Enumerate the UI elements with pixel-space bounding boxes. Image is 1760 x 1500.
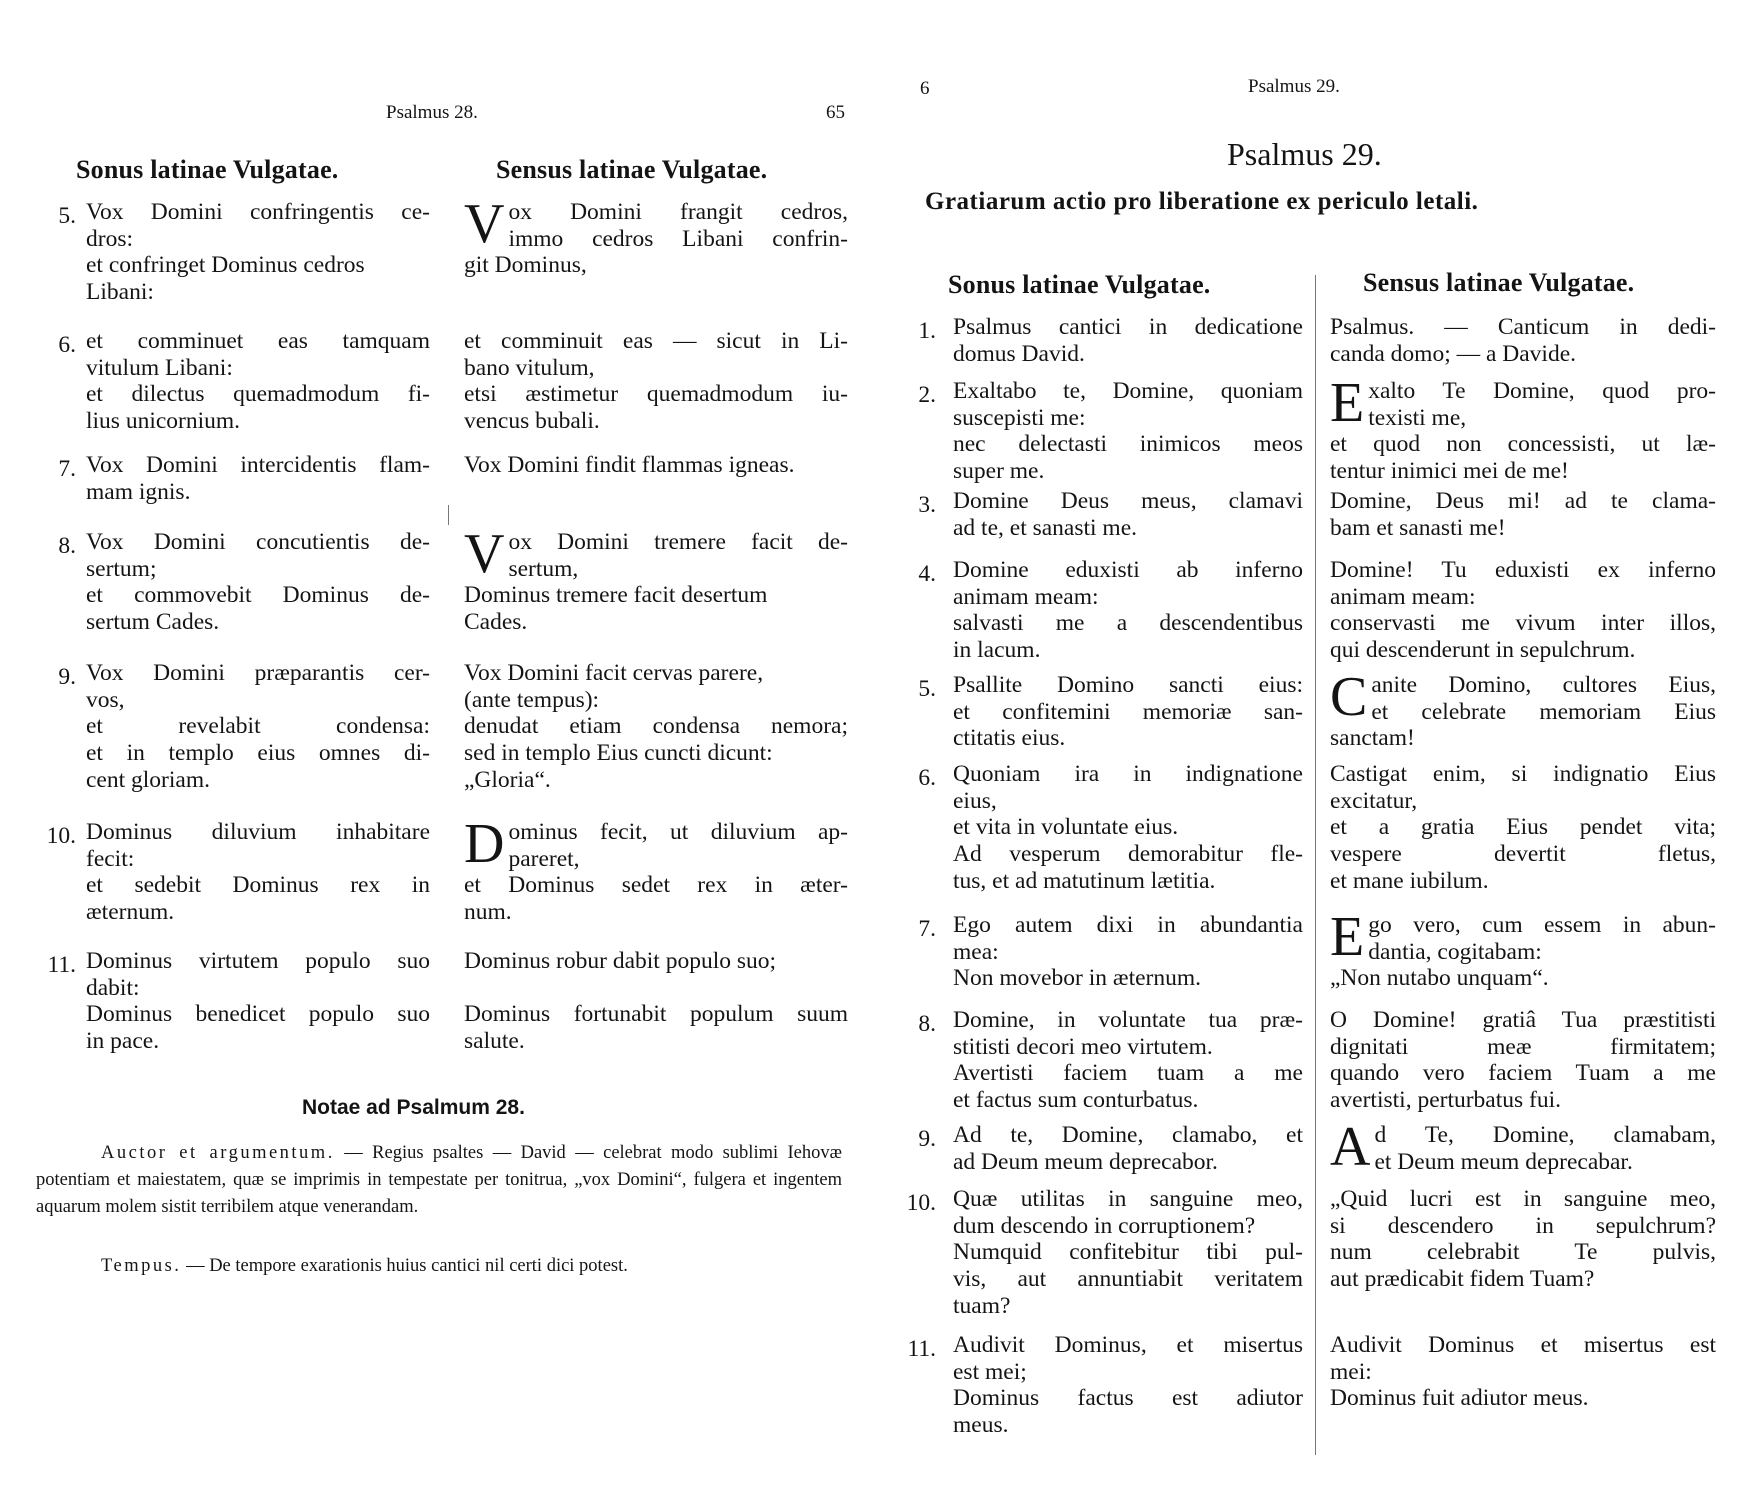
verse-line: vis, aut annuntiabit veritatem bbox=[953, 1266, 1303, 1293]
sonus-text bbox=[86, 948, 430, 1055]
column-divider bbox=[1315, 275, 1316, 1455]
verse-line: suscepisti me: bbox=[953, 404, 1086, 431]
sensus-text bbox=[1330, 1186, 1716, 1293]
verse-line: sanctam! bbox=[1330, 725, 1415, 752]
sonus-text bbox=[86, 199, 430, 306]
verse-line: et confitemini memoriæ san- bbox=[953, 698, 1303, 725]
verse-line: et Deum meum deprecabar. bbox=[1374, 1148, 1633, 1175]
verse-line: Ego autem dixi in abundantia bbox=[953, 912, 1303, 938]
verse-line: Avertisti faciem tuam a me bbox=[953, 1060, 1303, 1087]
verse-line: mea: bbox=[953, 938, 999, 965]
verse-number: 9. bbox=[918, 1126, 936, 1152]
verse-line: et in templo eius omnes di- bbox=[86, 740, 430, 767]
verse-line: tentur inimici mei de me! bbox=[1330, 458, 1569, 485]
sensus-text bbox=[464, 452, 848, 479]
sonus-text bbox=[86, 452, 430, 505]
verse-line: ox Domini frangit cedros, bbox=[508, 199, 848, 225]
verse-line: meus. bbox=[953, 1412, 1009, 1439]
column-heading-sensus: Sensus latinae Vulgatae. bbox=[1363, 268, 1635, 297]
verse-line: et dilectus quemadmodum fi- bbox=[86, 381, 430, 408]
verse-line: Vox Domini facit cervas parere, bbox=[464, 660, 764, 686]
verse-line: vespere devertit fletus, bbox=[1330, 841, 1716, 868]
verse-line: et confringet Dominus cedros bbox=[86, 252, 365, 279]
verse-line: Domine, Deus mi! ad te clama- bbox=[1330, 488, 1716, 514]
sonus-text bbox=[953, 378, 1303, 485]
verse-number: 10. bbox=[906, 1190, 936, 1216]
verse-line: Ad te, Domine, clamabo, et bbox=[953, 1122, 1303, 1148]
verse-line: et a gratia Eius pendet vita; bbox=[1330, 814, 1716, 841]
verse-line: Audivit Dominus et misertus est bbox=[1330, 1332, 1716, 1358]
verse-line: Exaltabo te, Domine, quoniam bbox=[953, 378, 1303, 404]
verse-line: Dominus virtutem populo suo bbox=[86, 948, 430, 974]
verse-line: Domine, in voluntate tua præ- bbox=[953, 1007, 1303, 1033]
verse-line: animam meam: bbox=[953, 583, 1099, 610]
verse-number: 10. bbox=[46, 823, 76, 849]
verse-line: stitisti decori meo virtutem. bbox=[953, 1033, 1213, 1060]
verse-line: et quod non concessisti, ut læ- bbox=[1330, 431, 1716, 458]
sensus-text bbox=[1330, 488, 1716, 541]
verse-line bbox=[464, 975, 848, 1002]
verse-line: et commovebit Dominus de- bbox=[86, 582, 430, 609]
verse-line: sertum, bbox=[508, 555, 579, 582]
verse-line: Psalmus. — Canticum in dedi- bbox=[1330, 314, 1716, 340]
sensus-text bbox=[464, 813, 848, 926]
verse-line: lius unicornium. bbox=[86, 408, 241, 435]
verse-line: Vox Domini confringentis ce- bbox=[86, 199, 430, 225]
verse-line: ominus fecit, ut diluvium ap- bbox=[508, 819, 848, 845]
page-number: 65 bbox=[826, 102, 845, 123]
verse-line: vencus bubali. bbox=[464, 408, 600, 435]
verse-line: dantia, cogitabam: bbox=[1368, 938, 1542, 965]
sensus-text bbox=[1330, 557, 1716, 664]
verse-line: git Dominus, bbox=[464, 252, 587, 279]
sonus-text bbox=[86, 529, 430, 636]
drop-cap-initial: D bbox=[464, 813, 505, 875]
verse-line: et mane iubilum. bbox=[1330, 867, 1489, 894]
verse-number: 11. bbox=[907, 1336, 936, 1362]
verse-line: Numquid confitebitur tibi pul- bbox=[953, 1239, 1303, 1266]
verse-line: quando vero faciem Tuam a me bbox=[1330, 1060, 1716, 1087]
sensus-text bbox=[1330, 1332, 1716, 1412]
verse-line: texisti me, bbox=[1368, 404, 1467, 431]
sensus-text bbox=[464, 660, 848, 794]
verse-line: (ante tempus): bbox=[464, 686, 600, 713]
verse-line: Dominus tremere facit desertum bbox=[464, 582, 768, 609]
verse-line: est mei; bbox=[953, 1358, 1027, 1385]
verse-line: canda domo; — a Davide. bbox=[1330, 340, 1577, 367]
verse-line: dros: bbox=[86, 225, 133, 252]
verse-line: cent gloriam. bbox=[86, 766, 210, 793]
verse-number: 6. bbox=[918, 765, 936, 791]
sensus-text bbox=[1330, 372, 1716, 485]
verse-number: 1. bbox=[918, 318, 936, 344]
verse-line: et comminuet eas tamquam bbox=[86, 328, 430, 354]
verse-line: et vita in voluntate eius. bbox=[953, 814, 1179, 841]
sonus-text bbox=[953, 1332, 1303, 1439]
verse-line: Quoniam ira in indignatione bbox=[953, 761, 1303, 787]
column-heading-sensus: Sensus latinae Vulgatae. bbox=[496, 155, 768, 184]
verse-line: nec delectasti inimicos meos bbox=[953, 431, 1303, 458]
sensus-text bbox=[1330, 1116, 1716, 1178]
column-divider bbox=[448, 505, 449, 525]
verse-line: dignitati meæ firmitatem; bbox=[1330, 1033, 1716, 1060]
verse-line: ad te, et sanasti me. bbox=[953, 514, 1138, 541]
sonus-text bbox=[953, 488, 1303, 541]
verse-line: Cades. bbox=[464, 609, 528, 636]
sensus-text bbox=[464, 328, 848, 435]
notes-label: Auctor et argumentum. bbox=[101, 1143, 335, 1163]
verse-line: in pace. bbox=[86, 1028, 160, 1055]
verse-line: Quæ utilitas in sanguine meo, bbox=[953, 1186, 1303, 1212]
verse-line: vos, bbox=[86, 686, 125, 713]
verse-line: Non movebor in æternum. bbox=[953, 965, 1202, 992]
verse-line: ad Deum meum deprecabor. bbox=[953, 1148, 1218, 1175]
verse-number: 8. bbox=[58, 533, 76, 559]
verse-line: Psallite Domino sancti eius: bbox=[953, 672, 1303, 698]
verse-line: num. bbox=[464, 899, 512, 926]
sensus-text bbox=[464, 523, 848, 636]
verse-line: ox Domini tremere facit de- bbox=[508, 529, 848, 555]
verse-line: Domine Deus meus, clamavi bbox=[953, 488, 1303, 514]
drop-cap-initial: C bbox=[1330, 666, 1368, 728]
verse-line: vitulum Libani: bbox=[86, 354, 233, 381]
sonus-text bbox=[953, 912, 1303, 992]
sonus-text bbox=[86, 328, 430, 435]
verse-line: excitatur, bbox=[1330, 787, 1418, 814]
verse-line: animam meam: bbox=[1330, 583, 1476, 610]
verse-line: Domine eduxisti ab inferno bbox=[953, 557, 1303, 583]
notes-text: — Regius psaltes — David — celebrat modo sublimi Iehovæ potentiam et maiestatem, quæ se imprimis in tempestate per tonitrua, „vox Domini“, fulgera et ingentem aquarum molem sistit terribilem atque venerandam. bbox=[36, 1143, 842, 1217]
verse-line: salvasti me a descendentibus bbox=[953, 610, 1303, 637]
sonus-text bbox=[953, 1007, 1303, 1114]
sensus-text bbox=[1330, 906, 1716, 992]
sonus-text bbox=[953, 557, 1303, 664]
notes-paragraph bbox=[36, 1140, 842, 1221]
verse-line: aut prædicabit fidem Tuam? bbox=[1330, 1266, 1595, 1293]
verse-line: si descendero in sepulchrum? bbox=[1330, 1212, 1716, 1239]
drop-cap-initial: E bbox=[1330, 372, 1365, 434]
verse-number: 11. bbox=[47, 952, 76, 978]
verse-line: Vox Domini præparantis cer- bbox=[86, 660, 430, 686]
verse-line: immo cedros Libani confrin- bbox=[508, 225, 848, 252]
drop-cap-initial: E bbox=[1330, 906, 1365, 968]
verse-line: sertum Cades. bbox=[86, 609, 220, 636]
sonus-text bbox=[953, 1122, 1303, 1175]
sonus-text bbox=[86, 819, 430, 926]
verse-line: dum descendo in corruptionem? bbox=[953, 1212, 1256, 1239]
verse-line: „Quid lucri est in sanguine meo, bbox=[1330, 1186, 1716, 1212]
verse-line: eius, bbox=[953, 787, 997, 814]
sensus-text bbox=[1330, 666, 1716, 752]
right-page bbox=[880, 0, 1760, 1500]
verse-line: et celebrate memoriam Eius bbox=[1371, 698, 1716, 725]
verse-line: salute. bbox=[464, 1028, 525, 1055]
verse-line: dabit: bbox=[86, 974, 140, 1001]
verse-line: num celebrabit Te pulvis, bbox=[1330, 1239, 1716, 1266]
verse-line: Dominus benedicet populo suo bbox=[86, 1001, 430, 1028]
verse-line: Vox Domini findit flammas igneas. bbox=[464, 452, 795, 478]
psalm-subtitle: Gratiarum actio pro liberatione ex periculo letali. bbox=[925, 188, 1479, 215]
verse-line: sertum; bbox=[86, 555, 157, 582]
sensus-text bbox=[1330, 761, 1716, 895]
verse-line: mei: bbox=[1330, 1358, 1372, 1385]
verse-line: Dominus fortunabit populum suum bbox=[464, 1001, 848, 1028]
verse-line: et revelabit condensa: bbox=[86, 713, 430, 740]
running-head: Psalmus 29. bbox=[1248, 76, 1340, 97]
notes-title: Notae ad Psalmum 28. bbox=[302, 1096, 525, 1119]
verse-line: Domine! Tu eduxisti ex inferno bbox=[1330, 557, 1716, 583]
verse-number: 9. bbox=[58, 664, 76, 690]
verse-line: Dominus diluvium inhabitare bbox=[86, 819, 430, 845]
verse-line: Audivit Dominus, et misertus bbox=[953, 1332, 1303, 1358]
sensus-text bbox=[464, 948, 848, 1055]
verse-number: 4. bbox=[918, 561, 936, 587]
verse-number: 6. bbox=[58, 332, 76, 358]
verse-line: et sedebit Dominus rex in bbox=[86, 872, 430, 899]
verse-line: et Dominus sedet rex in æter- bbox=[464, 872, 848, 899]
verse-number: 5. bbox=[58, 203, 76, 229]
verse-line: anite Domino, cultores Eius, bbox=[1371, 672, 1716, 698]
notes-label: Tempus. bbox=[101, 1256, 182, 1276]
verse-number: 2. bbox=[918, 382, 936, 408]
verse-line: „Non nutabo unquam“. bbox=[1330, 965, 1549, 992]
verse-line: et factus sum conturbatus. bbox=[953, 1087, 1199, 1114]
verse-line: ctitatis eius. bbox=[953, 725, 1066, 752]
verse-line: conservasti me vivum inter illos, bbox=[1330, 610, 1716, 637]
notes-text: — De tempore exarationis huius cantici nil certi dici potest. bbox=[181, 1256, 628, 1276]
verse-line: Dominus fuit adiutor meus. bbox=[1330, 1385, 1589, 1412]
verse-number: 7. bbox=[918, 916, 936, 942]
drop-cap-initial: V bbox=[464, 193, 505, 255]
sonus-text bbox=[953, 672, 1303, 752]
verse-line: et comminuit eas — sicut in Li- bbox=[464, 328, 848, 354]
verse-number: 8. bbox=[918, 1011, 936, 1037]
verse-number: 7. bbox=[58, 456, 76, 482]
verse-line: pareret, bbox=[508, 845, 580, 872]
column-heading-sonus: Sonus latinae Vulgatae. bbox=[76, 155, 339, 184]
column-heading-sonus: Sonus latinae Vulgatae. bbox=[948, 270, 1211, 299]
sensus-text bbox=[464, 193, 848, 279]
drop-cap-initial: A bbox=[1330, 1116, 1371, 1178]
verse-line: Psalmus cantici in dedicatione bbox=[953, 314, 1303, 340]
drop-cap-initial: V bbox=[464, 523, 505, 585]
verse-line: denudat etiam condensa nemora; bbox=[464, 713, 848, 740]
sonus-text bbox=[86, 660, 430, 794]
verse-line: go vero, cum essem in abun- bbox=[1368, 912, 1716, 938]
verse-line: sed in templo Eius cuncti dicunt: bbox=[464, 740, 773, 767]
verse-line: Ad vesperum demorabitur fle- bbox=[953, 841, 1303, 868]
verse-line: Dominus factus est adiutor bbox=[953, 1385, 1303, 1412]
sonus-text bbox=[953, 1186, 1303, 1320]
verse-line: fecit: bbox=[86, 845, 135, 872]
verse-line: xalto Te Domine, quod pro- bbox=[1368, 378, 1716, 404]
verse-line: domus David. bbox=[953, 340, 1085, 367]
verse-line: tuam? bbox=[953, 1292, 1011, 1319]
verse-line: bam et sanasti me! bbox=[1330, 514, 1506, 541]
verse-line: Vox Domini concutientis de- bbox=[86, 529, 430, 555]
psalm-title: Psalmus 29. bbox=[1227, 136, 1382, 172]
verse-line: Castigat enim, si indignatio Eius bbox=[1330, 761, 1716, 787]
verse-line: etsi æstimetur quemadmodum iu- bbox=[464, 381, 848, 408]
verse-line: Dominus robur dabit populo suo; bbox=[464, 948, 777, 974]
sonus-text bbox=[953, 314, 1303, 367]
page-number: 6 bbox=[920, 78, 930, 99]
verse-line: in lacum. bbox=[953, 637, 1041, 664]
verse-line: „Gloria“. bbox=[464, 766, 551, 793]
verse-line: O Domine! gratiâ Tua præstitisti bbox=[1330, 1007, 1716, 1033]
verse-line: avertisti, perturbatus fui. bbox=[1330, 1087, 1562, 1114]
verse-line: Libani: bbox=[86, 279, 154, 306]
running-head: Psalmus 28. bbox=[386, 102, 478, 123]
verse-line: mam ignis. bbox=[86, 478, 191, 505]
sensus-text bbox=[1330, 1007, 1716, 1114]
sonus-text bbox=[953, 761, 1303, 895]
notes-paragraph bbox=[36, 1253, 842, 1280]
verse-number: 3. bbox=[918, 492, 936, 518]
verse-line: super me. bbox=[953, 458, 1045, 485]
verse-line: tus, et ad matutinum lætitia. bbox=[953, 867, 1216, 894]
sensus-text bbox=[1330, 314, 1716, 367]
verse-line: bano vitulum, bbox=[464, 354, 595, 381]
verse-line: d Te, Domine, clamabam, bbox=[1374, 1122, 1716, 1148]
verse-line: æternum. bbox=[86, 899, 175, 926]
verse-line: qui descenderunt in sepulchrum. bbox=[1330, 637, 1636, 664]
verse-line: Vox Domini intercidentis flam- bbox=[86, 452, 430, 478]
verse-number: 5. bbox=[918, 676, 936, 702]
